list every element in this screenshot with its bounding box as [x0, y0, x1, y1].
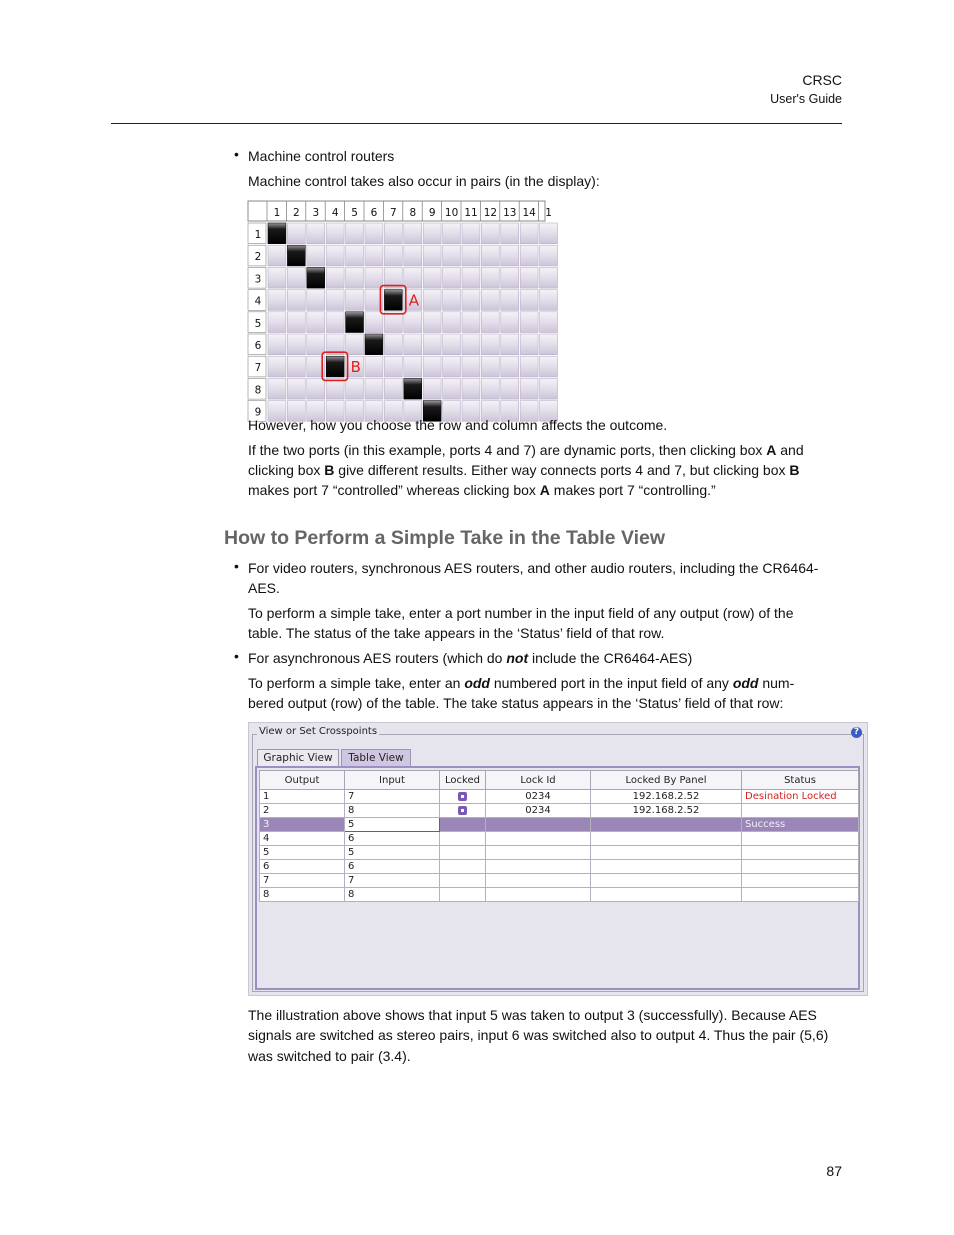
output-cell: 1	[260, 790, 345, 804]
marker-b-label: B	[350, 358, 361, 377]
grid-cell	[443, 267, 461, 288]
grid-row-label: 8	[254, 384, 262, 397]
locked-by-panel-cell	[591, 860, 742, 874]
tab-table-view[interactable]: Table View	[341, 749, 411, 766]
status-cell	[742, 874, 859, 888]
lock-icon	[458, 792, 467, 801]
grid-col-label: 3	[312, 207, 320, 219]
bullet-marker: •	[234, 558, 239, 574]
grid-cell	[404, 356, 422, 377]
grid-cell	[307, 312, 325, 333]
grid-cell	[501, 378, 519, 399]
lock-id-cell	[486, 874, 591, 888]
status-cell	[742, 860, 859, 874]
column-header-output[interactable]: Output	[260, 771, 345, 790]
page-number: 87	[826, 1163, 842, 1179]
text: If the two ports (in this example, ports 4 and 7) are dynamic ports, then clicking box A and	[248, 442, 804, 458]
grid-cell	[540, 312, 558, 333]
table-header-row	[260, 771, 859, 790]
grid-cell	[326, 290, 344, 311]
grid-cell	[443, 356, 461, 377]
explain-line-3	[248, 480, 848, 500]
grid-cell	[501, 356, 519, 377]
table-row[interactable]	[260, 790, 859, 804]
grid-cell	[307, 223, 325, 244]
grid-cell	[268, 334, 286, 355]
grid-cell	[520, 223, 538, 244]
text: num-	[758, 675, 795, 691]
grid-col-label: 7	[390, 207, 397, 219]
grid-cell	[481, 290, 499, 311]
grid-cell	[423, 245, 441, 266]
locked-cell	[440, 874, 486, 888]
grid-cell	[501, 290, 519, 311]
grid-cell	[307, 378, 325, 399]
grid-cell	[287, 290, 305, 311]
status-cell	[742, 888, 859, 902]
grid-cell	[326, 245, 344, 266]
simple-take-para-line-1: To perform a simple take, enter a port number in the input field of any output (row) of the	[248, 605, 794, 621]
grid-cell	[520, 334, 538, 355]
grid-cell	[287, 267, 305, 288]
grid-cell	[443, 378, 461, 399]
grid-cell	[287, 312, 305, 333]
explain-line-1	[248, 440, 848, 460]
grid-cell	[481, 245, 499, 266]
grid-cell	[384, 356, 402, 377]
lock-id-cell: 0234	[486, 790, 591, 804]
input-field[interactable]: 7	[345, 874, 440, 888]
grid-cell	[365, 378, 383, 399]
column-header-status[interactable]: Status	[742, 771, 859, 790]
grid-cell	[443, 290, 461, 311]
grid-cell	[404, 334, 422, 355]
grid-cell	[384, 312, 402, 333]
grid-cell	[404, 223, 422, 244]
status-cell: Desination Locked	[742, 790, 859, 804]
locked-by-panel-cell: 192.168.2.52	[591, 790, 742, 804]
grid-row-label: 3	[254, 273, 262, 286]
lock-icon	[458, 806, 467, 815]
grid-cell	[384, 223, 402, 244]
emphasis-not: not	[506, 650, 529, 666]
grid-cell	[540, 290, 558, 311]
odd-take-para-line-2: bered output (row) of the table. The take status appears in the ‘Status’ field of that row:	[248, 695, 784, 711]
grid-cell	[481, 378, 499, 399]
bullet-video-routers-line-2: AES.	[248, 580, 280, 596]
status-cell	[742, 846, 859, 860]
grid-col-label: 11	[464, 207, 478, 219]
status-cell	[742, 832, 859, 846]
machine-control-intro: Machine control takes also occur in pairs (in the display):	[248, 173, 600, 189]
grid-col-label: 1	[273, 207, 281, 219]
grid-col-label: 2	[293, 207, 300, 219]
bullet-video-routers-line-1: For video routers, synchronous AES routers, and other audio routers, including the CR6464-	[248, 560, 819, 576]
grid-row-label: 1	[254, 229, 262, 241]
grid-crosspoint-active	[346, 312, 364, 333]
grid-cell	[423, 312, 441, 333]
grid-cell	[462, 312, 480, 333]
grid-crosspoint-active	[404, 378, 422, 399]
grid-cell	[346, 334, 364, 355]
grid-cell	[423, 290, 441, 311]
grid-cell	[481, 334, 499, 355]
grid-cell	[462, 245, 480, 266]
locked-cell	[440, 846, 486, 860]
header-subtitle: User's Guide	[770, 92, 842, 106]
table-row[interactable]	[260, 846, 859, 860]
grid-cell	[268, 312, 286, 333]
grid-cell	[307, 334, 325, 355]
grid-cell	[365, 245, 383, 266]
grid-cell	[443, 245, 461, 266]
grid-col-label: 1	[545, 207, 552, 219]
simple-take-para-line-2: table. The status of the take appears in the ‘Status’ field of that row.	[248, 625, 665, 641]
locked-cell	[440, 888, 486, 902]
grid-cell	[268, 245, 286, 266]
table-row[interactable]	[260, 818, 859, 832]
grid-col-label: 4	[331, 207, 339, 219]
text: clicking box B give different results. Either way connects ports 4 and 7, but clicking box B	[248, 462, 800, 478]
text: For asynchronous AES routers (which do	[248, 650, 507, 666]
grid-cell	[326, 223, 344, 244]
lock-id-cell: 0234	[486, 804, 591, 818]
tab-graphic-view[interactable]: Graphic View	[257, 749, 339, 766]
output-cell: 6	[260, 860, 345, 874]
grid-cell	[268, 290, 286, 311]
grid-cell	[287, 334, 305, 355]
grid-cell	[287, 223, 305, 244]
grid-cell	[346, 378, 364, 399]
table-row[interactable]	[260, 832, 859, 846]
grid-cell	[365, 267, 383, 288]
grid-cell	[404, 312, 422, 333]
table-panel	[255, 766, 860, 990]
input-field[interactable]: 6	[345, 860, 440, 874]
grid-cell	[520, 290, 538, 311]
grid-cell	[423, 223, 441, 244]
locked-cell	[440, 860, 486, 874]
grid-cell	[443, 334, 461, 355]
grid-cell	[346, 267, 364, 288]
grid-row-label: 4	[254, 295, 262, 308]
locked-by-panel-cell	[591, 874, 742, 888]
locked-by-panel-cell: 192.168.2.52	[591, 804, 742, 818]
crosspoint-table	[259, 770, 859, 902]
grid-cell	[501, 312, 519, 333]
grid-cell	[287, 378, 305, 399]
emphasis-odd: odd	[732, 675, 759, 691]
grid-row-label: 6	[254, 340, 262, 352]
locked-cell	[440, 804, 486, 818]
lock-id-cell	[486, 818, 591, 832]
frame-title: View or Set Crosspoints	[259, 726, 378, 737]
grid-cell	[501, 245, 519, 266]
input-field[interactable]: 5	[345, 846, 440, 860]
grid-cell	[307, 245, 325, 266]
grid-crosspoint-active	[365, 334, 383, 355]
grid-cell	[443, 312, 461, 333]
lock-id-cell	[486, 888, 591, 902]
lock-id-cell	[486, 832, 591, 846]
grid-col-label: 13	[503, 207, 517, 219]
grid-cell	[346, 223, 364, 244]
grid-cell	[268, 356, 286, 377]
row-column-note: However, how you choose the row and column affects the outcome.	[248, 417, 668, 433]
column-header-lock-id[interactable]: Lock Id	[486, 771, 591, 790]
header-title: CRSC	[802, 72, 842, 88]
grid-crosspoint-active	[287, 245, 305, 266]
grid-cell	[365, 356, 383, 377]
grid-crosspoint-active	[384, 290, 402, 311]
crosspoint-grid	[248, 201, 552, 419]
text: include the CR6464-AES)	[528, 650, 693, 666]
grid-col-label: 10	[444, 207, 459, 219]
grid-row-label: 5	[254, 317, 262, 330]
grid-cell	[481, 267, 499, 288]
grid-cell	[326, 267, 344, 288]
closing-line-2: signals are switched as stereo pairs, input 6 was switched also to output 4. Thus the pair (5,6)	[248, 1027, 829, 1043]
grid-cell	[520, 245, 538, 266]
grid-cell	[423, 267, 441, 288]
locked-by-panel-cell	[591, 888, 742, 902]
grid-cell	[384, 378, 402, 399]
locked-by-panel-cell	[591, 818, 742, 832]
bullet-machine-control: Machine control routers	[248, 148, 395, 164]
grid-cell	[520, 378, 538, 399]
locked-cell	[440, 832, 486, 846]
grid-cell	[365, 312, 383, 333]
output-cell: 2	[260, 804, 345, 818]
table-view-screenshot	[248, 722, 868, 996]
grid-cell	[462, 290, 480, 311]
grid-cell	[443, 223, 461, 244]
grid-cell	[540, 245, 558, 266]
text: To perform a simple take, enter an	[248, 675, 465, 691]
grid-cell	[268, 267, 286, 288]
help-icon[interactable]: ?	[851, 727, 862, 738]
column-header-locked[interactable]: Locked	[440, 771, 486, 790]
grid-cell	[501, 223, 519, 244]
grid-row-label: 9	[254, 406, 262, 419]
grid-cell	[365, 223, 383, 244]
input-field[interactable]: 6	[345, 832, 440, 846]
table-row[interactable]	[260, 888, 859, 902]
grid-col-label: 12	[483, 207, 498, 219]
grid-col-label: 8	[409, 207, 417, 219]
input-field[interactable]: 5	[345, 818, 440, 832]
grid-cell	[540, 223, 558, 244]
text: numbered port in the input field of any	[489, 675, 733, 691]
grid-cell	[384, 245, 402, 266]
grid-cell	[462, 267, 480, 288]
input-field[interactable]: 7	[345, 790, 440, 804]
closing-line-1: The illustration above shows that input 5 was taken to output 3 (successfully). Because AES	[248, 1007, 817, 1023]
input-field[interactable]: 8	[345, 804, 440, 818]
grid-cell	[384, 334, 402, 355]
locked-by-panel-cell	[591, 846, 742, 860]
table-row[interactable]	[260, 860, 859, 874]
grid-cell	[481, 356, 499, 377]
grid-cell	[346, 245, 364, 266]
grid-col-label: 5	[351, 207, 358, 219]
grid-row-label: 2	[254, 251, 262, 264]
grid-cell	[520, 267, 538, 288]
explain-line-2	[248, 460, 848, 480]
grid-cell	[423, 334, 441, 355]
grid-cell	[307, 290, 325, 311]
marker-a-label: A	[408, 291, 420, 310]
grid-cell	[346, 290, 364, 311]
grid-row-label: 7	[254, 362, 262, 375]
grid-cell	[326, 312, 344, 333]
locked-cell	[440, 818, 486, 832]
grid-cell	[326, 378, 344, 399]
output-cell: 3	[260, 818, 345, 832]
grid-col-label: 14	[522, 207, 536, 219]
grid-col-label: 9	[428, 207, 436, 219]
status-cell	[742, 804, 859, 818]
status-cell: Success	[742, 818, 859, 832]
grid-cell	[540, 378, 558, 399]
grid-crosspoint-active	[307, 267, 325, 288]
output-cell: 7	[260, 874, 345, 888]
locked-cell	[440, 790, 486, 804]
grid-col-label: 6	[370, 207, 378, 219]
output-cell: 8	[260, 888, 345, 902]
grid-cell	[423, 356, 441, 377]
output-cell: 4	[260, 832, 345, 846]
grid-cell	[540, 334, 558, 355]
grid-cell	[481, 223, 499, 244]
section-heading: How to Perform a Simple Take in the Table View	[224, 527, 666, 549]
input-field[interactable]: 8	[345, 888, 440, 902]
grid-cell	[501, 267, 519, 288]
closing-line-3: was switched to pair (3.4).	[248, 1048, 411, 1064]
grid-crosspoint-active	[268, 223, 286, 244]
grid-cell	[481, 312, 499, 333]
grid-cell	[462, 378, 480, 399]
grid-cell	[404, 245, 422, 266]
column-header-input[interactable]: Input	[345, 771, 440, 790]
grid-cell	[423, 378, 441, 399]
grid-cell	[501, 334, 519, 355]
lock-id-cell	[486, 846, 591, 860]
odd-take-para-line-1	[248, 673, 848, 693]
output-cell: 5	[260, 846, 345, 860]
grid-cell	[520, 356, 538, 377]
bullet-async-aes	[248, 648, 848, 668]
grid-cell	[268, 378, 286, 399]
grid-cell	[540, 356, 558, 377]
locked-by-panel-cell	[591, 832, 742, 846]
grid-crosspoint-active	[326, 356, 344, 377]
grid-cell	[462, 356, 480, 377]
grid-cell	[462, 223, 480, 244]
bullet-marker: •	[234, 648, 239, 664]
bullet-marker: •	[234, 146, 239, 162]
grid-cell	[520, 312, 538, 333]
crosspoint-grid-figure	[248, 201, 552, 419]
grid-cell	[540, 267, 558, 288]
grid-cell	[404, 267, 422, 288]
grid-cell	[462, 334, 480, 355]
table-row[interactable]	[260, 874, 859, 888]
grid-cell	[287, 356, 305, 377]
text: makes port 7 “controlled” whereas clicking box A makes port 7 “controlling.”	[248, 482, 716, 498]
emphasis-odd: odd	[464, 675, 490, 691]
table-row[interactable]	[260, 804, 859, 818]
lock-id-cell	[486, 860, 591, 874]
header-rule	[111, 123, 842, 124]
column-header-locked-by-panel[interactable]: Locked By Panel	[591, 771, 742, 790]
